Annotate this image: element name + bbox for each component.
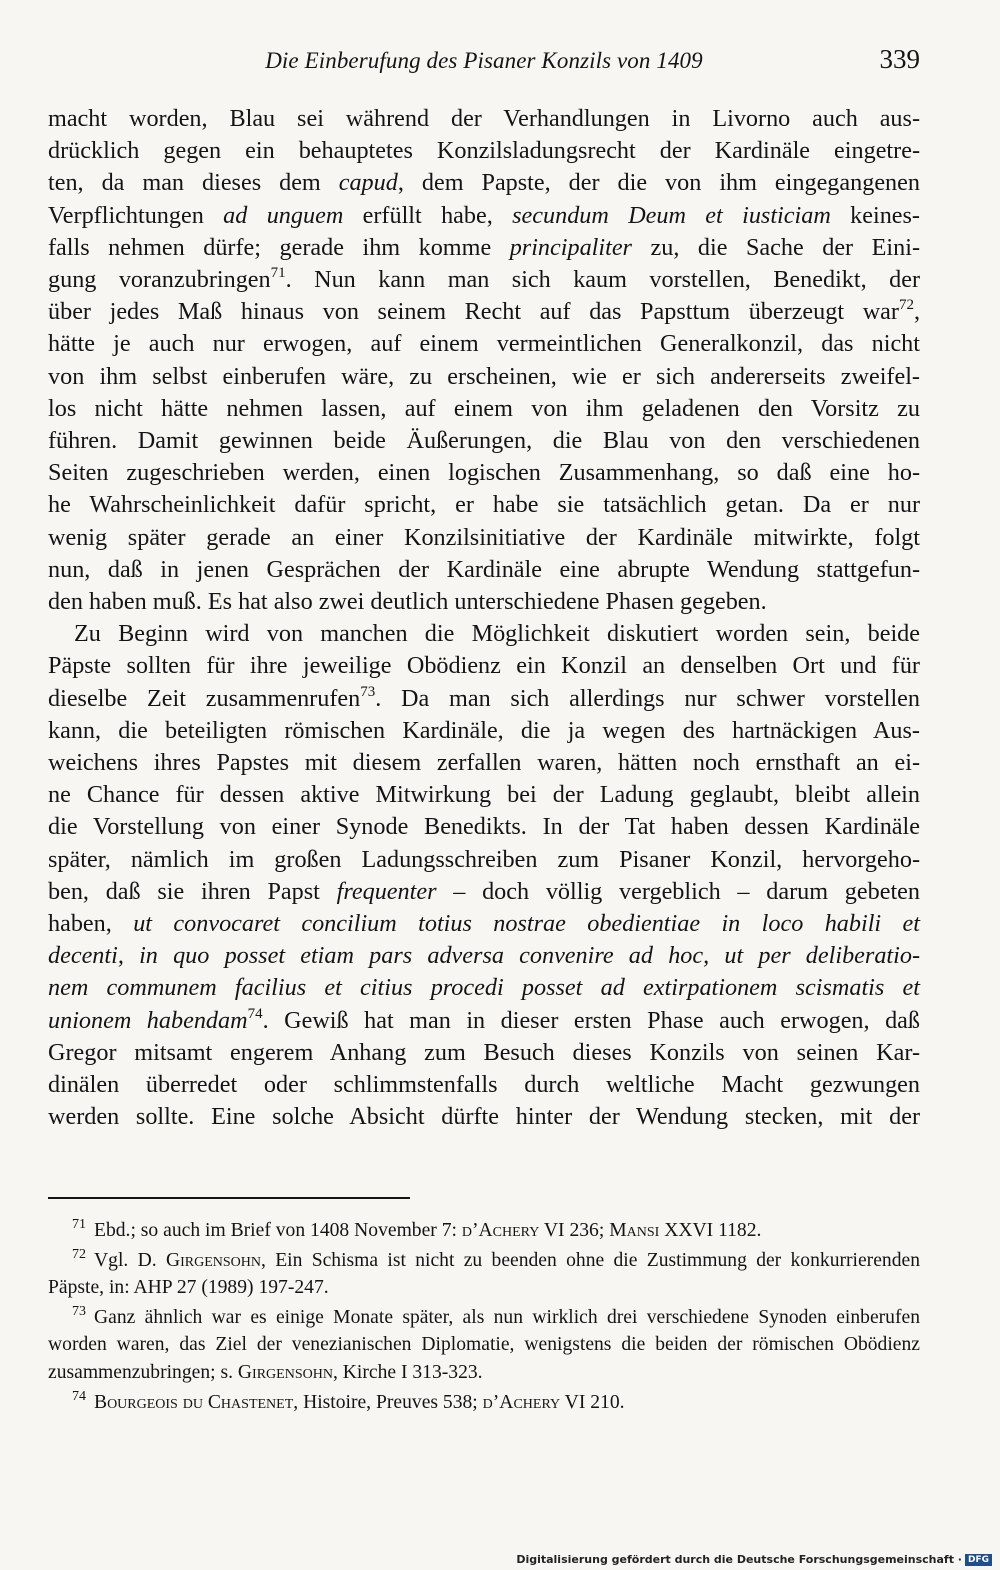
text-line: ten, da man dieses dem capud, dem Papste, der die von ihm eingegangenen — [48, 169, 920, 197]
text-line — [48, 972, 920, 1004]
footnote-74: $^{74}$ Bourgeois du Chastenet, Histoire, Preuves 538; d’Achery VI 210. — [72, 1388, 625, 1413]
running-header — [48, 44, 920, 80]
text-line: dieselbe Zeit zusammenrufen$^{73}$. Da man sich allerdings nur schwer vorstellen — [48, 683, 920, 712]
latin-term: ad unguem — [223, 201, 344, 229]
text-line: über jedes Maß hinaus von seinem Recht auf das Papsttum überzeugt war$^{72}$, — [48, 297, 920, 326]
paragraph-1 — [48, 103, 920, 618]
text-line: Verpflichtungen ad unguem erfüllt habe, secundum Deum et iusticiam keines- — [48, 201, 920, 229]
footnote-separator — [48, 1197, 410, 1199]
text-line: unionem habendam$^{74}$. Gewiß hat man in dieser ersten Phase auch erwogen, daß — [48, 1005, 920, 1034]
text-line: den haben muß. Es hat also zwei deutlich unterschiedene Phasen gegeben. — [48, 588, 767, 616]
text-line: die Vorstellung von einer Synode Benedikts. In der Tat haben dessen Kardinäle — [48, 813, 920, 841]
latin-term: principaliter — [509, 233, 632, 261]
credit-text: Digitalisierung gefördert durch die Deutsche Forschungsgemeinschaft · — [516, 1553, 962, 1566]
footnote-71: $^{71}$ Ebd.; so auch im Brief von 1408 November 7: d’Achery VI 236; Mansi XXVI 1182. — [72, 1217, 762, 1241]
main-text — [48, 103, 920, 1134]
text-line: Päpste sollten für ihre jeweilige Obödienz ein Konzil an denselben Ort und für — [48, 652, 920, 680]
text-line: Gregor mitsamt engerem Anhang zum Besuch dieses Konzils von seinen Kar- — [48, 1038, 920, 1066]
text-line: dinälen überredet oder schlimmstenfalls durch weltliche Macht gezwungen — [48, 1071, 920, 1099]
latin-quote: decenti, in quo posset etiam pars adversa convenire ad hoc, ut per deliberatio- — [48, 942, 920, 970]
author-name: d’Achery — [461, 1220, 540, 1241]
author-name: Girgensohn — [237, 1361, 333, 1383]
latin-quote: ut convocaret concilium totius nostrae obedientiae in loco habili et — [133, 910, 920, 938]
text-line: kann, die beteiligten römischen Kardinäle, die ja wegen des hartnäckigen Aus- — [48, 716, 920, 744]
text-line: Seiten zugeschrieben werden, einen logischen Zusammenhang, so daß eine ho- — [48, 459, 920, 487]
digitization-credit — [516, 1553, 992, 1566]
latin-term: capud — [338, 169, 398, 197]
running-title: Die Einberufung des Pisaner Konzils von 1409 — [265, 48, 703, 73]
text-line: ne Chance für dessen aktive Mitwirkung bei der Ladung geglaubt, bleibt allein — [48, 781, 920, 809]
footnote-72: $^{72}$ Vgl. D. Girgensohn, Ein Schisma ist nicht zu beenden ohne die Zustimmung der konkurrierenden Päpste, in: AHP 27 (1989) 197-247. — [48, 1246, 920, 1299]
text-line: los nicht hätte nehmen lassen, auf einem von ihm geladenen den Vorsitz zu — [48, 394, 920, 422]
dfg-logo: DFG — [965, 1554, 992, 1566]
text-line: hätte je auch nur erwogen, auf einem vermeintlichen Generalkonzil, das nicht — [48, 330, 920, 358]
text-line: falls nehmen dürfe; gerade ihm komme principaliter zu, die Sache der Eini- — [48, 233, 920, 261]
text-line: später, nämlich im großen Ladungsschreiben zum Pisaner Konzil, hervorgeho- — [48, 845, 920, 873]
text-line: Zu Beginn wird von manchen die Möglichkeit diskutiert worden sein, beide — [74, 620, 920, 648]
latin-term: frequenter — [336, 877, 437, 905]
author-name: Bourgeois du Chastenet — [94, 1391, 294, 1413]
footnote-73: $^{73}$ Ganz ähnlich war es einige Monate später, als nun wirklich drei verschiedene Synoden einberufen worden waren, das Ziel der venezianischen Diplomatie, wenigstens die beiden der römischen Obödienz zusammenzubringen; s. Girgensohn, Kirche I 313-323. — [48, 1303, 920, 1383]
text-line: he Wahrscheinlichkeit dafür spricht, er habe sie tatsächlich getan. Da er nur — [48, 491, 920, 519]
footnote-number: 72 — [72, 1246, 86, 1262]
footnote-number: 74 — [72, 1388, 86, 1404]
footnote-ref-74[interactable]: 74 — [247, 1005, 263, 1022]
text-line: weichens ihres Papstes mit diesem zerfallen waren, hätten noch ernsthaft an ei- — [48, 749, 920, 777]
footnote-ref-71[interactable]: 71 — [270, 265, 286, 282]
footnote-number: 73 — [72, 1303, 86, 1319]
latin-quote: nem communem facilius et citius procedi posset ad extirpationem scismatis et — [48, 974, 920, 1002]
latin-quote: unionem habendam — [48, 1006, 248, 1034]
footnotes — [48, 1217, 920, 1418]
author-name: d’Achery — [482, 1391, 561, 1413]
text-line: werden sollte. Eine solche Absicht dürfte hinter der Wendung stecken, mit der — [48, 1103, 920, 1131]
paragraph-2 — [48, 618, 920, 1133]
text-line: drücklich gegen ein behauptetes Konzilsladungsrecht der Kardinäle eingetre- — [48, 137, 920, 165]
text-line: haben, ut convocaret concilium totius nostrae obedientiae in loco habili et — [48, 910, 920, 938]
text-line: macht worden, Blau sei während der Verhandlungen in Livorno auch aus- — [48, 105, 920, 132]
text-line: wenig später gerade an einer Konzilsinitiative der Kardinäle mitwirkte, folgt — [48, 523, 920, 551]
author-name: Girgensohn — [165, 1249, 261, 1271]
text-line: von ihm selbst einberufen wäre, zu erscheinen, wie er sich andererseits zweifel- — [48, 362, 920, 390]
text-line: gung voranzubringen$^{71}$. Nun kann man sich kaum vorstellen, Benedikt, der — [48, 265, 920, 294]
text-line: nun, daß in jenen Gesprächen der Kardinäle eine abrupte Wendung stattgefun- — [48, 555, 920, 583]
author-name: Mansi — [609, 1220, 660, 1241]
latin-term: secundum Deum et iusticiam — [512, 201, 831, 229]
footnote-ref-72[interactable]: 72 — [898, 297, 914, 314]
page-number: 339 — [879, 44, 920, 74]
text-line — [48, 940, 920, 972]
text-line: führen. Damit gewinnen beide Äußerungen, die Blau von den verschiedenen — [48, 427, 920, 455]
text-line: ben, daß sie ihren Papst frequenter – doch völlig vergeblich – darum gebeten — [48, 877, 921, 905]
footnote-number: 71 — [72, 1217, 86, 1232]
footnote-ref-73[interactable]: 73 — [360, 683, 376, 700]
